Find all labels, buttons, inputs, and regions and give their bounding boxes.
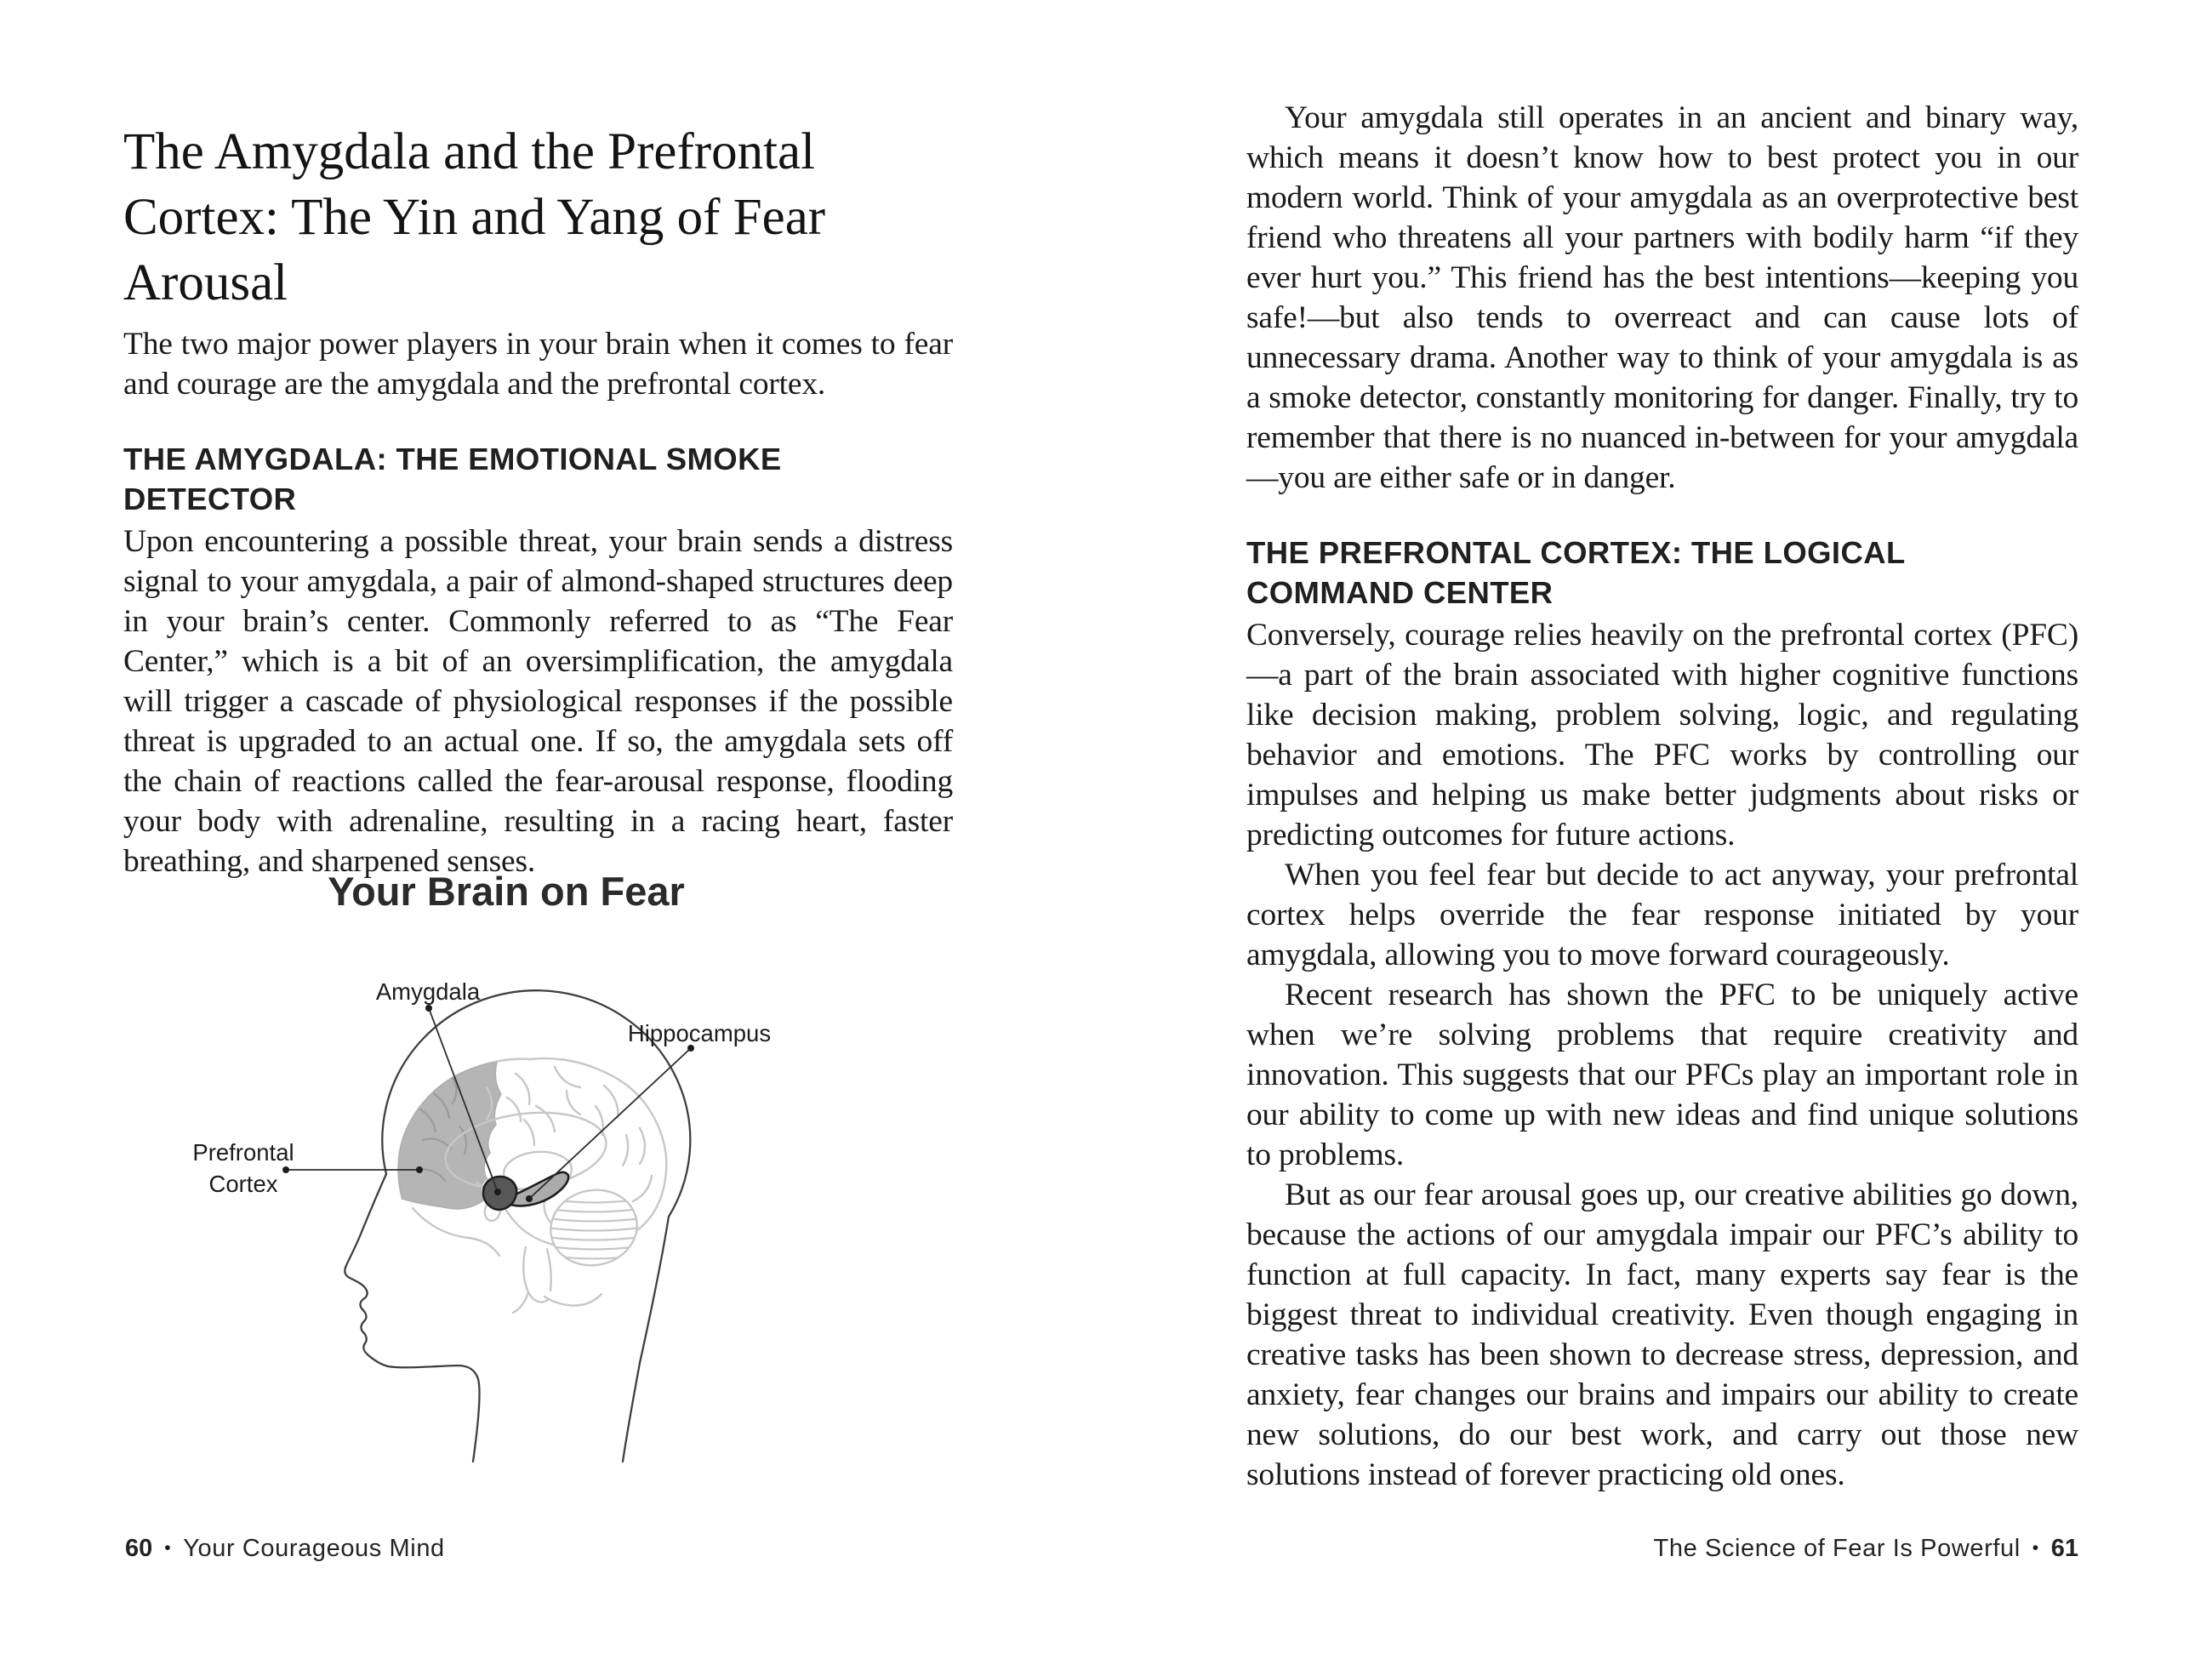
- running-title-left: Your Courageous Mind: [183, 1535, 445, 1562]
- prefrontal-cortex-label-line2: Cortex: [208, 1171, 278, 1197]
- page-right: [1246, 98, 2078, 1495]
- prefrontal-cortex-label-line1: Prefrontal: [192, 1139, 294, 1166]
- chapter-title: [123, 119, 953, 316]
- face-profile: [345, 1174, 479, 1462]
- intro-paragraph: The two major power players in your brain when it comes to fear and courage are the amygdala and the prefrontal cortex.: [123, 327, 953, 402]
- body-paragraph: Your amygdala still operates in an ancient and binary way, which means it doesn’t know how to best protect you in our modern world. Think of your amygdala as an overprotective best friend who threatens all your partners with bodily harm “if they ever hurt you.” This friend has the best intentions—keeping you safe!—but also tends to overreact and can cause lots of unnecessary drama. Another way to think of your amygdala is as a smoke detector, constantly monitoring for danger. Finally, try to remember that there is no nuanced in-between for your amygdala—you are either safe or in danger.: [1246, 100, 2078, 495]
- hippocampus-label: Hippocampus: [627, 1020, 772, 1046]
- section-heading-prefrontal: THE PREFRONTAL CORTEX: THE LOGICAL COMMAND CENTER: [1246, 535, 1906, 610]
- body-paragraph-amygdala: Upon encountering a possible threat, your brain sends a distress signal to your amygdala, a pair of almond-shaped structures deep in your brain’s center. Commonly referred to as “The Fear Center,” which is a bit of an oversimplification, the amygdala will trigger a cascade of physiological responses if the possible threat is upgraded to an actual one. If so, the amygdala sets off the chain of reactions called the fear-arousal response, flooding your body with adrenaline, resulting in a racing heart, faster breathing, and sharpened senses.: [123, 524, 953, 879]
- footer-bullet: •: [2032, 1538, 2039, 1558]
- page-left: [123, 119, 953, 881]
- body-paragraph: But as our fear arousal goes up, our creative abilities go down, because the actions of our amygdala impair our PFC’s ability to function at full capacity. In fact, many experts say fear is the biggest threat to individual creativity. Even though engaging in creative tasks has been shown to decrease stress, depression, and anxiety, fear changes our brains and impairs our ability to create new solutions, do our best work, and carry out those new solutions instead of forever practicing old ones.: [1246, 1177, 2078, 1492]
- chapter-title-line: The Amygdala and the Prefrontal: [123, 123, 816, 180]
- page-number-left: 60: [125, 1535, 153, 1562]
- chapter-title-line: Arousal: [123, 254, 288, 311]
- figure-title: Your Brain on Fear: [328, 869, 685, 914]
- amygdala-label: Amygdala: [375, 978, 481, 1005]
- body-paragraph: Recent research has shown the PFC to be uniquely active when we’re solving problems that require creativity and innovation. This suggests that our PFCs play an important role in our ability to come up with new ideas and find unique solutions to problems.: [1246, 978, 2078, 1172]
- footer-left: [125, 1535, 445, 1563]
- chapter-title-line: Cortex: The Yin and Yang of Fear: [123, 189, 826, 246]
- footer-right: [1654, 1535, 2078, 1563]
- running-title-right: The Science of Fear Is Powerful: [1653, 1535, 2021, 1562]
- brain-diagram: [187, 960, 783, 1487]
- page-number-right: 61: [2050, 1535, 2078, 1562]
- section-heading-amygdala: THE AMYGDALA: THE EMOTIONAL SMOKE DETECTOR: [123, 442, 782, 516]
- brain-illustration: [398, 1058, 666, 1313]
- body-paragraph: Conversely, courage relies heavily on the prefrontal cortex (PFC)—a part of the brain associated with higher cognitive functions like decision making, problem solving, logic, and regulating behavior and emotions. The PFC works by controlling our impulses and helping us make better judgments about risks or predicting outcomes for future actions.: [1246, 618, 2078, 852]
- footer-bullet: •: [164, 1538, 172, 1558]
- body-paragraph: When you feel fear but decide to act anyway, your prefrontal cortex helps override the fear response initiated by your amygdala, allowing you to move forward courageously.: [1246, 858, 2078, 972]
